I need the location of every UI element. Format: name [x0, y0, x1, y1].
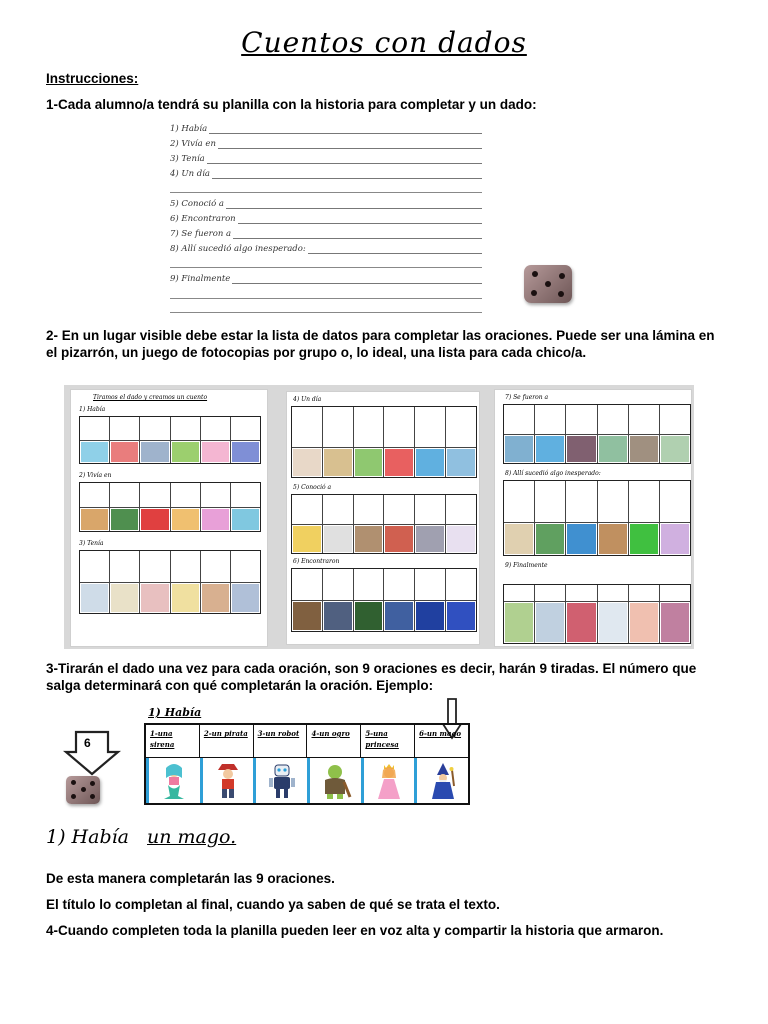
lamina-grid [79, 550, 261, 614]
option-cell: 4-un ogro [306, 725, 360, 757]
worksheet-blank-line [170, 192, 482, 193]
worksheet-line [170, 214, 482, 226]
lamina-sheet-title: Tiramos el dado y creamos un cuento [93, 394, 208, 401]
lamina-grid [503, 584, 691, 644]
instructions-heading: Instrucciones: [46, 71, 139, 86]
example-label: 1) Había [148, 706, 202, 719]
worksheet-line [170, 199, 482, 211]
lamina-grid [503, 404, 691, 464]
worksheet-line-label: 8) Allí sucedió algo inesperado: [170, 244, 306, 254]
lamina-sheet-2 [286, 391, 480, 645]
worksheet-line [170, 139, 482, 151]
step-4-text: 4-Cuando completen toda la planilla pueden leer en voz alta y compartir la historia que armaron. [46, 923, 664, 938]
step-1-text: 1-Cada alumno/a tendrá su planilla con la historia para completar y un dado: [46, 97, 537, 112]
lamina-grid [79, 482, 261, 532]
pirate-icon [200, 758, 254, 803]
step-2-text: 2- En un lugar visible debe estar la lista de datos para completar las oraciones. Puede ser una lámina en el pizarrón, un juego de fotocopias por grupo o, lo ideal, una lista para cada chico/a. [46, 328, 715, 360]
wizard-icon [414, 758, 468, 803]
paragraph-title-note: El título lo completan al final, cuando ya saben de qué se trata el texto. [46, 897, 500, 912]
example-answer [46, 826, 236, 848]
worksheet-blank-line [170, 298, 482, 299]
princess-icon [361, 758, 415, 803]
lamina-grid [503, 480, 691, 556]
ogre-icon [307, 758, 361, 803]
worksheet-blank-line [170, 267, 482, 268]
worksheet-line [170, 124, 482, 136]
worksheet-line-label: 7) Se fueron a [170, 229, 232, 239]
worksheet-line [170, 229, 482, 241]
answer-prefix: 1) Había [46, 826, 130, 848]
worksheet-line-label: 6) Encontraron [170, 214, 236, 224]
lamina-grid [291, 568, 477, 632]
worksheet-line-label: 9) Finalmente [170, 274, 231, 284]
example-table [144, 723, 470, 805]
option-cell: 1-una sirena [150, 729, 175, 749]
option-cell: 2-un pirata [199, 725, 253, 757]
down-arrow-icon [62, 730, 122, 776]
lamina-section-label: 4) Un día [293, 396, 322, 403]
lamina-section-label: 1) Había [79, 406, 106, 413]
page-title: Cuentos con dados [241, 26, 527, 59]
lamina-section-label: 2) Vivía en [79, 472, 112, 479]
worksheet-line [170, 169, 482, 181]
robot-icon [253, 758, 307, 803]
lamina-section-label: 5) Conoció a [293, 484, 332, 491]
lamina-grid [291, 406, 477, 478]
worksheet-line-label: 5) Conoció a [170, 199, 225, 209]
worksheet-line-label: 3) Tenía [170, 154, 205, 164]
lamina-photos [64, 385, 694, 649]
option-cell: 5-una princesa [360, 725, 414, 757]
worksheet-line [170, 274, 482, 286]
lamina-sheet-3 [494, 389, 692, 647]
arrow-number: 6 [84, 736, 91, 750]
die-icon [66, 776, 100, 804]
lamina-section-label: 8) Allí sucedió algo inesperado: [505, 470, 601, 477]
worksheet-line-label: 4) Un día [170, 169, 210, 179]
step-3-text: 3-Tirarán el dado una vez para cada oración, son 9 oraciones es decir, harán 9 tiradas. El número que salga determinará con qué completarán la oración. Ejemplo: [46, 661, 697, 693]
lamina-sheet-1 [70, 389, 268, 647]
die-icon [524, 265, 572, 303]
lamina-grid [291, 494, 477, 554]
option-cell: 3-un robot [253, 725, 307, 757]
option-cell: 6-un mago [414, 725, 468, 757]
worksheet-line [170, 154, 482, 166]
lamina-section-label: 7) Se fueron a [505, 394, 549, 401]
lamina-section-label: 3) Tenía [79, 540, 104, 547]
worksheet-line-label: 1) Había [170, 124, 208, 134]
lamina-grid [79, 416, 261, 464]
worksheet-sample [170, 122, 488, 322]
paragraph-9-sentences: De esta manera completarán las 9 oraciones. [46, 871, 335, 886]
worksheet-blank-line [170, 312, 482, 313]
answer-fill: un mago. [147, 826, 237, 848]
worksheet-line-label: 2) Vivía en [170, 139, 216, 149]
lamina-section-label: 9) Finalmente [505, 562, 548, 569]
mermaid-icon [146, 758, 200, 803]
lamina-section-label: 6) Encontraron [293, 558, 340, 565]
worksheet-line [170, 244, 482, 256]
